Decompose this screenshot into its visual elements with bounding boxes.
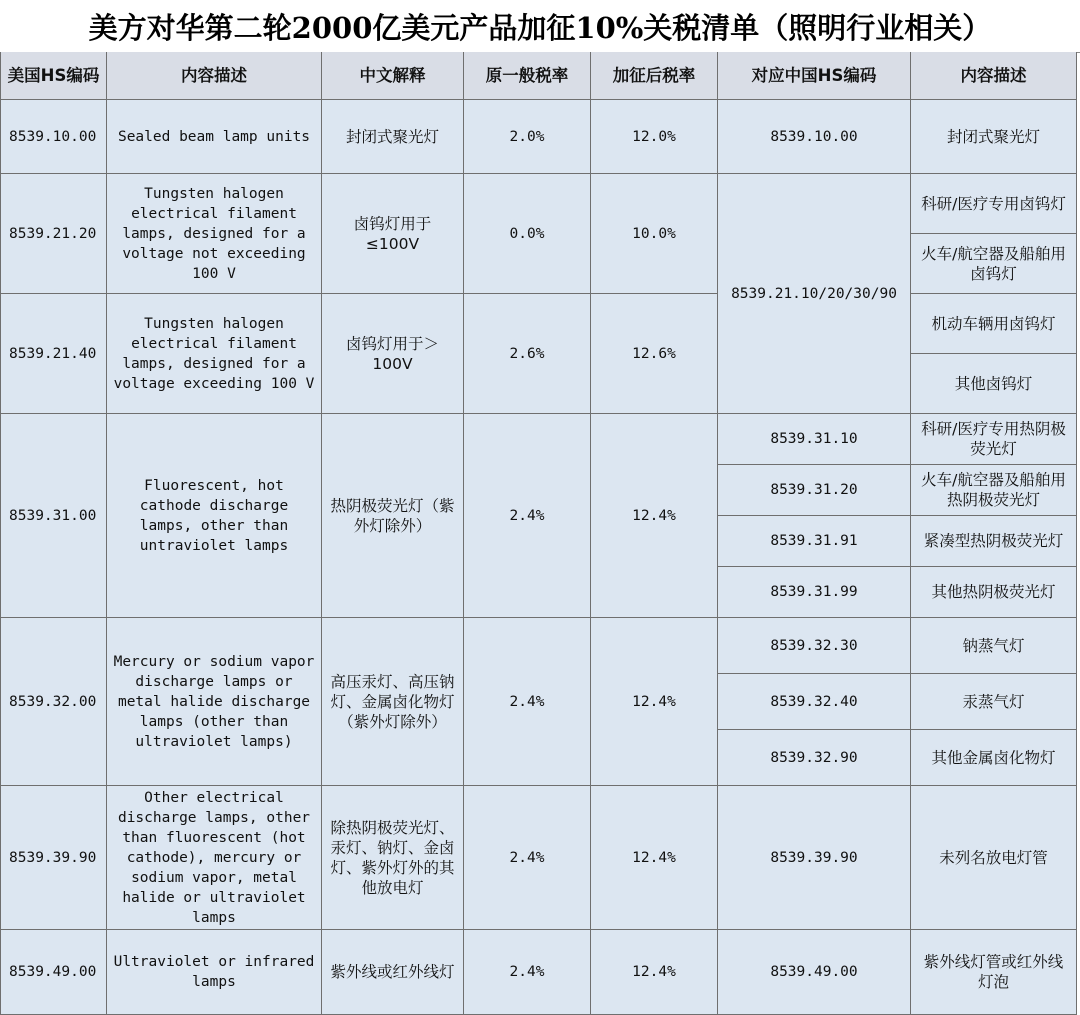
cn-hs-code: 8539.31.10 — [718, 414, 911, 465]
new-rate: 10.0% — [591, 174, 718, 294]
cn-desc: 钠蒸气灯 — [911, 618, 1077, 674]
us-hs-code: 8539.21.20 — [0, 174, 107, 294]
cn-desc: 其他卤钨灯 — [911, 354, 1077, 414]
orig-rate: 2.4% — [464, 414, 591, 618]
cn-hs-code: 8539.31.91 — [718, 516, 911, 567]
orig-rate: 2.4% — [464, 930, 591, 1015]
new-rate: 12.4% — [591, 618, 718, 786]
us-hs-code: 8539.49.00 — [0, 930, 107, 1015]
cn-desc: 其他金属卤化物灯 — [911, 730, 1077, 786]
desc-cn: 卤钨灯用于≤100V — [322, 174, 464, 294]
desc-en: Sealed beam lamp units — [107, 100, 322, 174]
cn-desc: 机动车辆用卤钨灯 — [911, 294, 1077, 354]
cn-desc: 未列名放电灯管 — [911, 786, 1077, 930]
orig-rate: 2.6% — [464, 294, 591, 414]
cn-hs-code: 8539.49.00 — [718, 930, 911, 1015]
header-cn-desc: 内容描述 — [911, 52, 1077, 100]
desc-en: Ultraviolet or infrared lamps — [107, 930, 322, 1015]
cn-hs-code: 8539.32.30 — [718, 618, 911, 674]
desc-cn: 封闭式聚光灯 — [322, 100, 464, 174]
header-us-hs: 美国HS编码 — [0, 52, 107, 100]
cn-desc: 火车/航空器及船舶用卤钨灯 — [911, 234, 1077, 294]
sheet-title: 美方对华第二轮2000亿美元产品加征10%关税清单（照明行业相关） — [0, 0, 1080, 53]
orig-rate: 0.0% — [464, 174, 591, 294]
header-cn-hs: 对应中国HS编码 — [718, 52, 911, 100]
orig-rate: 2.0% — [464, 100, 591, 174]
cn-hs-code: 8539.32.90 — [718, 730, 911, 786]
us-hs-code: 8539.10.00 — [0, 100, 107, 174]
new-rate: 12.0% — [591, 100, 718, 174]
cn-desc: 汞蒸气灯 — [911, 674, 1077, 730]
desc-cn: 热阴极荧光灯（紫外灯除外） — [322, 414, 464, 618]
header-orig-rate: 原一般税率 — [464, 52, 591, 100]
header-new-rate: 加征后税率 — [591, 52, 718, 100]
desc-en: Fluorescent, hot cathode discharge lamps, other than untraviolet lamps — [107, 414, 322, 618]
us-hs-code: 8539.39.90 — [0, 786, 107, 930]
new-rate: 12.6% — [591, 294, 718, 414]
header-desc-en: 内容描述 — [107, 52, 322, 100]
new-rate: 12.4% — [591, 786, 718, 930]
cn-desc: 科研/医疗专用热阴极荧光灯 — [911, 414, 1077, 465]
desc-cn: 高压汞灯、高压钠灯、金属卤化物灯（紫外灯除外） — [322, 618, 464, 786]
cn-hs-code: 8539.31.99 — [718, 567, 911, 618]
us-hs-code: 8539.21.40 — [0, 294, 107, 414]
desc-cn: 除热阴极荧光灯、汞灯、钠灯、金卤灯、紫外灯外的其他放电灯 — [322, 786, 464, 930]
cn-desc: 紫外线灯管或红外线灯泡 — [911, 930, 1077, 1015]
desc-cn: 紫外线或红外线灯 — [322, 930, 464, 1015]
cn-hs-code: 8539.39.90 — [718, 786, 911, 930]
us-hs-code: 8539.31.00 — [0, 414, 107, 618]
cn-hs-code-merged: 8539.21.10/20/30/90 — [718, 174, 911, 414]
cn-desc: 火车/航空器及船舶用热阴极荧光灯 — [911, 465, 1077, 516]
desc-en: Other electrical discharge lamps, other than fluorescent (hot cathode), mercury or sodium vapor, metal halide or ultraviolet lamps — [107, 786, 322, 930]
desc-en: Tungsten halogen electrical filament lamps, designed for a voltage not exceeding 100 V — [107, 174, 322, 294]
desc-en: Tungsten halogen electrical filament lamps, designed for a voltage exceeding 100 V — [107, 294, 322, 414]
cn-desc: 紧凑型热阴极荧光灯 — [911, 516, 1077, 567]
orig-rate: 2.4% — [464, 618, 591, 786]
us-hs-code: 8539.32.00 — [0, 618, 107, 786]
desc-cn: 卤钨灯用于＞100V — [322, 294, 464, 414]
new-rate: 12.4% — [591, 930, 718, 1015]
cn-desc: 科研/医疗专用卤钨灯 — [911, 174, 1077, 234]
cn-hs-code: 8539.31.20 — [718, 465, 911, 516]
cn-desc: 封闭式聚光灯 — [911, 100, 1077, 174]
new-rate: 12.4% — [591, 414, 718, 618]
cn-hs-code: 8539.32.40 — [718, 674, 911, 730]
orig-rate: 2.4% — [464, 786, 591, 930]
desc-en: Mercury or sodium vapor discharge lamps or metal halide discharge lamps (other than ultraviolet lamps) — [107, 618, 322, 786]
cn-desc: 其他热阴极荧光灯 — [911, 567, 1077, 618]
header-desc-cn: 中文解释 — [322, 52, 464, 100]
cn-hs-code: 8539.10.00 — [718, 100, 911, 174]
